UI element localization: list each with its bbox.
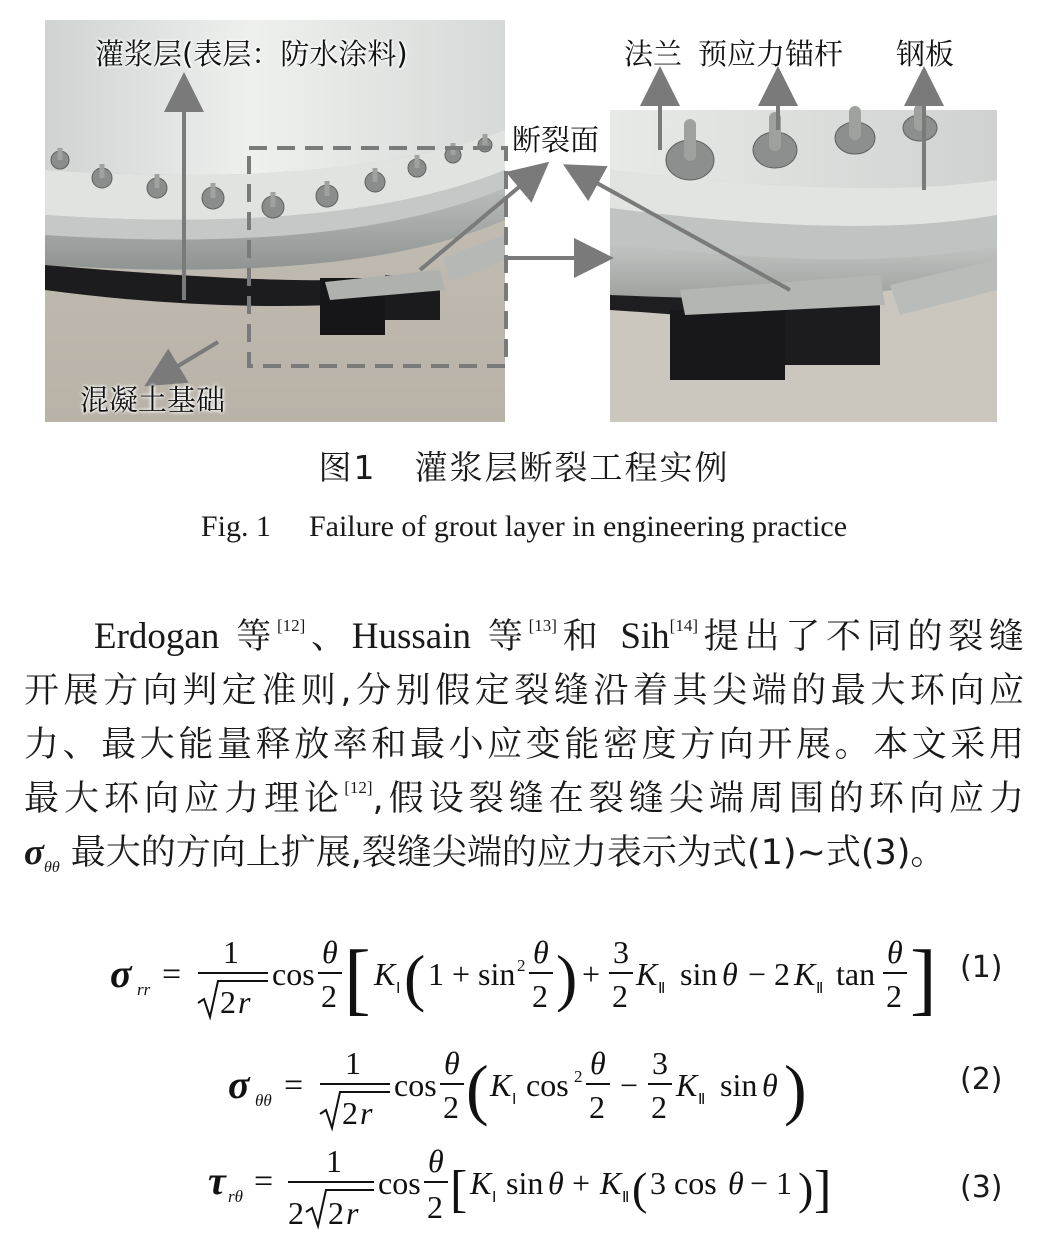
svg-text:θ: θ <box>762 1067 778 1103</box>
svg-text:tan: tan <box>836 956 876 992</box>
equation-2-number: (2) <box>960 1062 1003 1097</box>
photo-grout-failure-closeup <box>610 110 997 422</box>
svg-text:): ) <box>556 942 578 1013</box>
svg-text:r: r <box>360 1095 373 1131</box>
label-steel-plate: 钢板 <box>896 37 955 71</box>
paragraph-line-2: 开展方向判定准则,分别假定裂缝沿着其尖端的最大环向应 <box>24 671 1024 711</box>
photo-grout-failure-overview <box>45 20 505 422</box>
svg-text:θ: θ <box>533 934 549 970</box>
svg-text:2: 2 <box>532 978 548 1014</box>
svg-text:Ⅱ: Ⅱ <box>698 1092 706 1108</box>
author-hussain: Hussain <box>351 616 472 657</box>
svg-text:θ: θ <box>590 1045 606 1081</box>
svg-text:r: r <box>238 984 251 1020</box>
svg-text:K: K <box>676 1067 698 1103</box>
svg-text:3 cos: 3 cos <box>650 1165 717 1201</box>
svg-text:2: 2 <box>427 1189 443 1225</box>
text-fragment: 最大的方向上扩展,裂缝尖端的应力表示为式(1)~式(3)。 <box>59 833 946 873</box>
svg-text:2: 2 <box>517 956 526 975</box>
text-fragment: 等 <box>471 617 529 657</box>
svg-text:): ) <box>784 1051 807 1127</box>
svg-text:K: K <box>600 1165 622 1201</box>
label-fracture-surface: 断裂面 <box>512 123 600 157</box>
paragraph-line-3: 力、最大能量释放率和最小应变能密度方向开展。本文采用 <box>24 725 1024 765</box>
svg-text:1: 1 <box>345 1045 361 1081</box>
svg-text:[: [ <box>450 1161 468 1218</box>
caption-cn-text: 灌浆层断裂工程实例 <box>414 448 730 487</box>
svg-text:θ: θ <box>428 1143 444 1179</box>
svg-text:cos: cos <box>378 1165 421 1201</box>
svg-text:τ: τ <box>208 1158 226 1203</box>
equation-3 <box>208 1143 848 1248</box>
svg-text:cos: cos <box>394 1067 437 1103</box>
svg-text:K: K <box>490 1067 512 1103</box>
citation-12b: [12] <box>344 778 373 797</box>
svg-text:3: 3 <box>652 1045 668 1081</box>
svg-text:2: 2 <box>443 1089 459 1125</box>
label-concrete-foundation: 混凝土基础 <box>80 383 226 417</box>
caption-en-text: Failure of grout layer in engineering practice <box>308 510 848 543</box>
svg-text:σ: σ <box>110 951 132 996</box>
label-grout-layer: 灌浆层(表层：防水涂料) <box>95 37 408 71</box>
body-paragraph <box>24 610 1024 880</box>
svg-text:K: K <box>794 956 816 992</box>
figure-caption-cn <box>0 442 1048 489</box>
paragraph-line-1 <box>24 610 1024 664</box>
svg-text:θ: θ <box>322 934 338 970</box>
label-flange: 法兰 <box>624 37 683 71</box>
svg-text:Ⅱ: Ⅱ <box>622 1190 630 1206</box>
sigma-symbol: σ <box>24 832 44 873</box>
equation-1-number: (1) <box>960 950 1003 985</box>
svg-text:=: = <box>162 956 182 993</box>
figure-caption-en <box>0 510 1048 544</box>
svg-text:+: + <box>572 1165 591 1201</box>
svg-text:r: r <box>346 1195 359 1231</box>
svg-text:θθ: θθ <box>255 1091 272 1110</box>
svg-text:rθ: rθ <box>228 1187 243 1206</box>
svg-text:(: ( <box>466 1051 489 1127</box>
svg-text:2: 2 <box>612 978 628 1014</box>
svg-text:− 2: − 2 <box>748 956 791 992</box>
caption-en-number: Fig. 1 <box>200 510 271 543</box>
svg-text:− 1: − 1 <box>750 1165 793 1201</box>
sigma-subscript: θθ <box>43 859 60 876</box>
svg-text:θ: θ <box>728 1165 744 1201</box>
text-fragment: 最大环向应力理论 <box>24 779 345 819</box>
text-fragment: 和 <box>556 617 621 657</box>
svg-text:2: 2 <box>589 1089 605 1125</box>
citation-13: [13] <box>528 616 557 635</box>
svg-text:=: = <box>254 1163 274 1200</box>
svg-text:2: 2 <box>651 1089 667 1125</box>
svg-text:θ: θ <box>444 1045 460 1081</box>
svg-text:2: 2 <box>574 1067 583 1086</box>
svg-text:): ) <box>798 1163 814 1214</box>
text-fragment: 提出了不同的裂缝 <box>698 617 1024 657</box>
svg-text:1: 1 <box>223 934 239 970</box>
svg-text:=: = <box>284 1067 304 1104</box>
svg-text:1: 1 <box>326 1143 342 1179</box>
svg-text:θ: θ <box>722 956 738 992</box>
equation-3-number: (3) <box>960 1170 1003 1205</box>
equation-2 <box>228 1038 828 1138</box>
svg-text:K: K <box>470 1165 492 1201</box>
svg-text:cos: cos <box>526 1067 569 1103</box>
svg-text:K: K <box>374 956 396 992</box>
svg-text:θ: θ <box>548 1165 564 1201</box>
svg-text:2: 2 <box>328 1195 344 1231</box>
label-prestressed-bolt: 预应力锚杆 <box>698 37 844 71</box>
citation-14: [14] <box>669 616 698 635</box>
author-erdogan: Erdogan <box>94 616 220 657</box>
svg-text:2: 2 <box>342 1095 358 1131</box>
svg-text:cos: cos <box>272 956 315 992</box>
paragraph-line-4 <box>24 772 1024 826</box>
svg-text:+: + <box>582 956 601 992</box>
svg-text:sin: sin <box>506 1165 544 1201</box>
svg-text:[: [ <box>344 935 371 1023</box>
svg-text:K: K <box>636 956 658 992</box>
svg-text:2: 2 <box>321 978 337 1014</box>
svg-text:σ: σ <box>228 1062 250 1107</box>
svg-text:Ⅰ: Ⅰ <box>396 981 401 997</box>
caption-cn-number: 图1 <box>318 448 377 487</box>
text-fragment: ,假设裂缝在裂缝尖端周围的环向应力 <box>372 779 1024 819</box>
svg-text:2: 2 <box>220 984 236 1020</box>
svg-text:Ⅱ: Ⅱ <box>658 981 666 997</box>
equation-1 <box>110 925 937 1025</box>
svg-text:2: 2 <box>886 978 902 1014</box>
svg-text:1 + sin: 1 + sin <box>428 956 516 992</box>
svg-text:−: − <box>620 1067 639 1103</box>
svg-text:2: 2 <box>288 1195 304 1231</box>
svg-text:Ⅱ: Ⅱ <box>816 981 824 997</box>
author-sih: Sih <box>620 616 670 657</box>
svg-text:(: ( <box>404 942 426 1013</box>
svg-text:]: ] <box>910 935 937 1023</box>
citation-12: [12] <box>276 616 306 635</box>
svg-text:Ⅰ: Ⅰ <box>492 1190 497 1206</box>
paragraph-line-5 <box>24 826 1024 880</box>
text-fragment: 、 <box>305 617 352 657</box>
svg-text:(: ( <box>632 1163 648 1214</box>
text-fragment: 等 <box>219 617 277 657</box>
svg-text:sin: sin <box>680 956 718 992</box>
svg-text:3: 3 <box>613 934 629 970</box>
svg-text:θ: θ <box>887 934 903 970</box>
svg-text:sin: sin <box>720 1067 758 1103</box>
svg-text:]: ] <box>814 1161 832 1218</box>
svg-text:Ⅰ: Ⅰ <box>512 1092 517 1108</box>
svg-text:rr: rr <box>137 980 151 999</box>
